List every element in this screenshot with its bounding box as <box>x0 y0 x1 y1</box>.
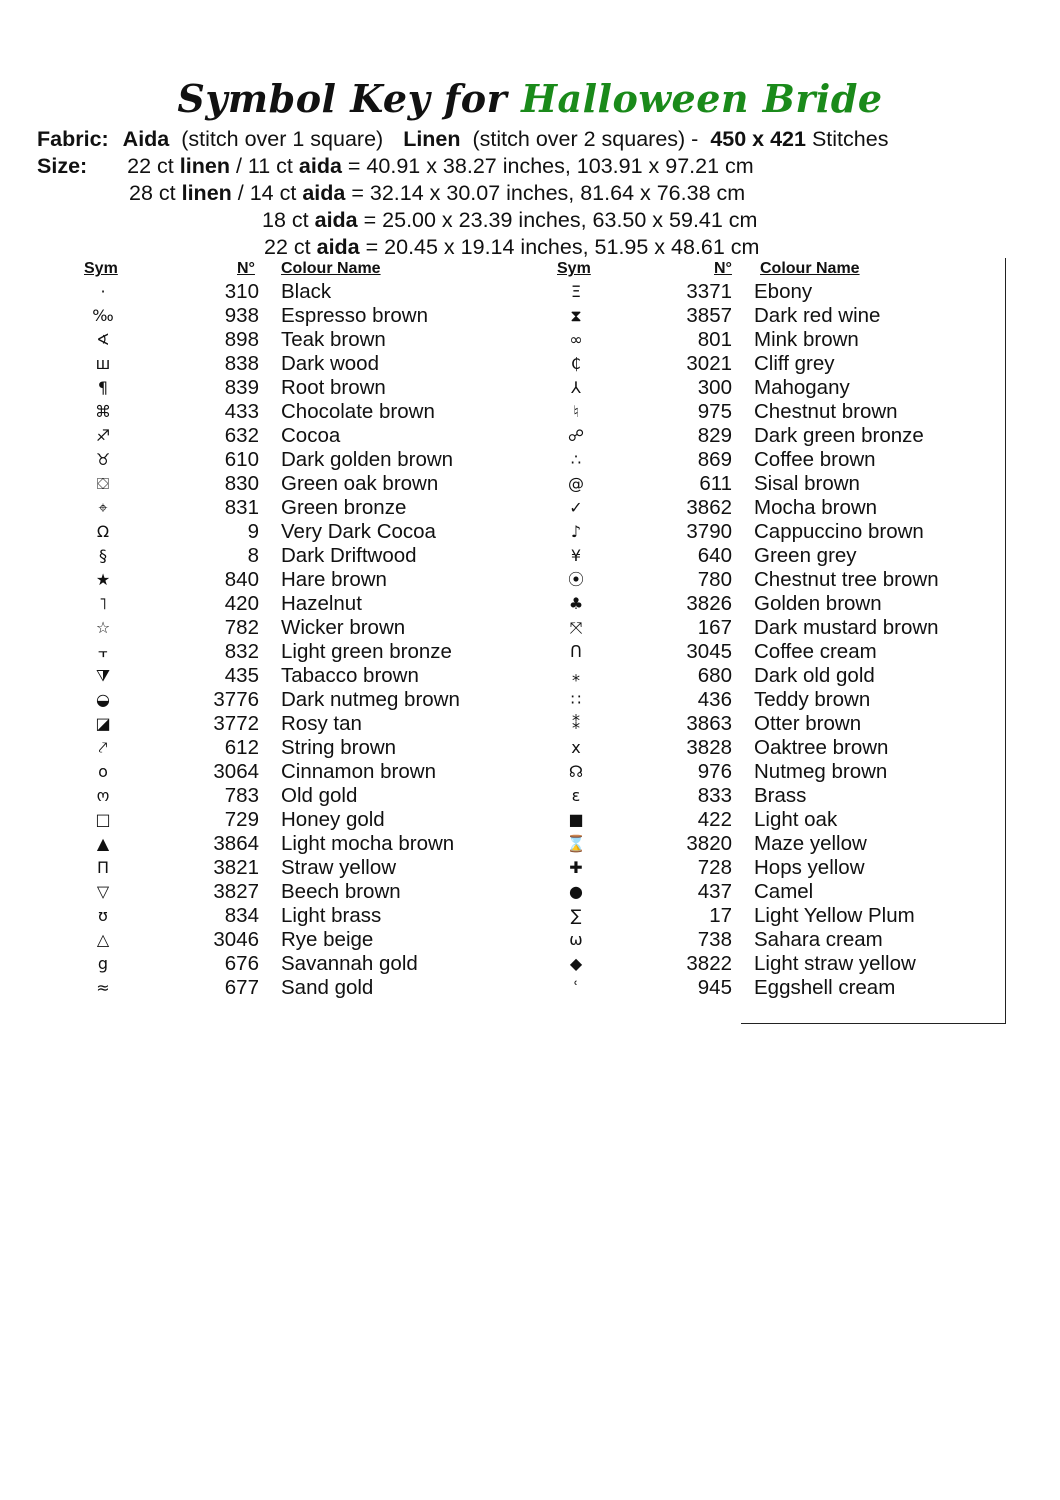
symbol-glyph: ▽ <box>96 882 110 901</box>
symbol-glyph: ˥ <box>99 594 107 613</box>
thread-number: 3064 <box>213 760 259 783</box>
colour-name: Nutmeg brown <box>754 760 888 783</box>
thread-number: 3857 <box>686 304 732 327</box>
symbol-glyph: ∞ <box>569 330 583 349</box>
colour-name: Sahara cream <box>754 928 883 951</box>
thread-number: 780 <box>697 568 732 591</box>
symbol-glyph: ✚ <box>569 858 583 877</box>
colour-name: Green oak brown <box>281 472 439 495</box>
thread-number: 839 <box>224 376 259 399</box>
colour-name: Hare brown <box>281 568 387 591</box>
fabric-line <box>37 126 888 152</box>
thread-number: 3820 <box>686 832 732 855</box>
size-fabric-linen: linen <box>181 181 232 205</box>
colour-name: Teak brown <box>281 328 386 351</box>
symbol-glyph: ♐ <box>95 426 111 445</box>
symbol-glyph: ☆ <box>95 618 111 637</box>
symbol-glyph: ▲ <box>96 834 110 853</box>
thread-number: 310 <box>224 280 259 303</box>
colour-name: Cocoa <box>281 424 341 447</box>
thread-number: 611 <box>699 472 732 495</box>
colour-name: Mahogany <box>754 376 850 399</box>
size-fabric-aida: aida <box>316 235 360 259</box>
symbol-glyph: ¥ <box>570 546 582 565</box>
size-count: 22 ct <box>264 235 311 259</box>
header-num-right: N° <box>714 260 732 277</box>
colour-name: Light Yellow Plum <box>754 904 915 927</box>
symbol-glyph: ♉ <box>95 450 111 469</box>
stitch-label: Stitches <box>811 127 889 151</box>
colour-name: Dark golden brown <box>281 448 454 471</box>
symbol-glyph: ʊ <box>98 906 108 925</box>
colour-name: Green grey <box>754 544 857 567</box>
colour-name: Chestnut tree brown <box>754 568 939 591</box>
symbol-glyph: ∑ <box>570 906 582 925</box>
colour-name: Camel <box>754 880 814 903</box>
symbol-glyph: Ξ <box>570 282 582 301</box>
thread-number: 838 <box>224 352 259 375</box>
colour-name: Brass <box>754 784 807 807</box>
symbol-glyph: □ <box>95 810 111 829</box>
thread-number: 3827 <box>213 880 259 903</box>
symbol-glyph: ⤧ <box>569 618 583 637</box>
colour-name: Hops yellow <box>754 856 865 879</box>
colour-name: Maze yellow <box>754 832 867 855</box>
colour-name: Light oak <box>754 808 838 831</box>
symbol-glyph: ⧗ <box>570 306 582 325</box>
size-fabric-aida: aida <box>302 181 346 205</box>
size-line-1 <box>37 153 754 179</box>
colour-name: Light green bronze <box>281 640 452 663</box>
colour-name: Dark green bronze <box>754 424 924 447</box>
header-name-right: Colour Name <box>760 260 860 277</box>
symbol-glyph: ⫟ <box>98 642 108 661</box>
symbol-glyph: ◆ <box>569 954 583 973</box>
thread-number: 3826 <box>686 592 732 615</box>
thread-number: 3045 <box>686 640 732 663</box>
colour-name: Straw yellow <box>281 856 397 879</box>
symbol-glyph: Π <box>96 858 110 877</box>
size-dimensions: = 40.91 x 38.27 inches, 103.91 x 97.21 cm <box>347 154 754 178</box>
thread-number: 436 <box>697 688 732 711</box>
size-dimensions: = 20.45 x 19.14 inches, 51.95 x 48.61 cm <box>365 235 760 259</box>
symbol-glyph: g <box>97 954 109 973</box>
symbol-glyph: ◒ <box>96 690 110 709</box>
thread-number: 610 <box>224 448 259 471</box>
thread-number: 640 <box>697 544 732 567</box>
colour-name: Old gold <box>281 784 358 807</box>
colour-name: Otter brown <box>754 712 862 735</box>
symbol-glyph: @ <box>568 474 584 493</box>
colour-name: Dark old gold <box>754 664 875 687</box>
thread-number: 437 <box>697 880 732 903</box>
symbol-glyph: ■ <box>568 810 584 829</box>
size-count: / 11 ct <box>235 154 293 178</box>
colour-name: Mocha brown <box>754 496 878 519</box>
fabric-aida: Aida <box>122 127 170 151</box>
thread-number: 938 <box>224 304 259 327</box>
size-label: Size: <box>37 154 88 178</box>
colour-name: Very Dark Cocoa <box>281 520 436 543</box>
colour-name: Wicker brown <box>281 616 406 639</box>
colour-name: Espresso brown <box>281 304 428 327</box>
colour-name: Light straw yellow <box>754 952 916 975</box>
thread-number: 422 <box>697 808 732 831</box>
thread-number: 801 <box>697 328 732 351</box>
symbol-glyph: o <box>98 762 108 781</box>
thread-number: 831 <box>224 496 259 519</box>
symbol-glyph: ω <box>569 930 583 949</box>
thread-number: 3862 <box>686 496 732 519</box>
thread-number: 9 <box>247 520 259 543</box>
stitch-count: 450 x 421 <box>710 127 806 151</box>
colour-name: Mink brown <box>754 328 859 351</box>
table-border-bottom <box>741 1023 1006 1024</box>
thread-number: 8 <box>247 544 259 567</box>
colour-name: Savannah gold <box>281 952 418 975</box>
symbol-glyph: x <box>571 738 581 757</box>
colour-name: Chestnut brown <box>754 400 898 423</box>
symbol-glyph: ⧩ <box>95 666 111 685</box>
symbol-glyph: ¶ <box>97 378 109 397</box>
symbol-glyph: ∢ <box>96 330 110 349</box>
size-dimensions: = 32.14 x 30.07 inches, 81.64 x 76.38 cm <box>351 181 746 205</box>
size-fabric-linen: linen <box>179 154 230 178</box>
colour-name: Ebony <box>754 280 813 303</box>
symbol-glyph: ⤤ <box>98 738 108 757</box>
colour-name: Dark wood <box>281 352 379 375</box>
symbol-glyph: Ω <box>96 522 110 541</box>
colour-name: Light mocha brown <box>281 832 455 855</box>
symbol-glyph: ⌛ <box>566 834 586 853</box>
symbol-glyph: ₵ <box>570 354 582 373</box>
symbol-glyph: ✓ <box>569 498 583 517</box>
thread-number: 830 <box>224 472 259 495</box>
size-line-4 <box>264 234 759 260</box>
thread-number: 676 <box>224 952 259 975</box>
symbol-glyph: ☍ <box>567 426 585 445</box>
size-line-2 <box>129 180 745 206</box>
fabric-aida-note: (stitch over 1 square) <box>181 127 384 151</box>
thread-number: 832 <box>224 640 259 663</box>
size-count: 22 ct <box>127 154 174 178</box>
thread-number: 3863 <box>686 712 732 735</box>
size-count: 28 ct <box>129 181 176 205</box>
title-prefix: Symbol Key for <box>177 76 508 121</box>
symbol-glyph: ★ <box>95 570 111 589</box>
colour-name: Teddy brown <box>754 688 871 711</box>
symbol-glyph: ᑎ <box>570 642 582 661</box>
colour-name: Coffee cream <box>754 640 877 663</box>
colour-name: Sand gold <box>281 976 374 999</box>
thread-number: 632 <box>224 424 259 447</box>
fabric-linen-note: (stitch over 2 squares) - <box>472 127 699 151</box>
header-name-left: Colour Name <box>281 260 381 277</box>
thread-number: 945 <box>697 976 732 999</box>
header-sym-right: Sym <box>557 260 591 277</box>
size-fabric-aida: aida <box>314 208 358 232</box>
thread-number: 728 <box>697 856 732 879</box>
symbol-glyph: ⛋ <box>96 474 110 493</box>
symbol-glyph: ♪ <box>570 522 582 541</box>
colour-name: Dark Driftwood <box>281 544 417 567</box>
thread-number: 829 <box>697 424 732 447</box>
symbol-glyph: ʿ <box>573 978 579 997</box>
colour-name: Beech brown <box>281 880 401 903</box>
thread-number: 833 <box>697 784 732 807</box>
symbol-glyph: § <box>99 546 107 565</box>
colour-name: Light brass <box>281 904 382 927</box>
page-title <box>0 76 1060 121</box>
symbol-glyph: ო <box>96 786 110 805</box>
thread-number: 3776 <box>213 688 259 711</box>
symbol-glyph: ⌘ <box>95 402 111 421</box>
thread-number: 17 <box>709 904 732 927</box>
colour-name: Root brown <box>281 376 386 399</box>
thread-number: 433 <box>224 400 259 423</box>
colour-name: Golden brown <box>754 592 882 615</box>
symbol-glyph: · <box>100 282 106 301</box>
thread-number: 300 <box>697 376 732 399</box>
colour-name: Green bronze <box>281 496 407 519</box>
colour-name: Cinnamon brown <box>281 760 436 783</box>
thread-number: 729 <box>224 808 259 831</box>
thread-number: 612 <box>224 736 259 759</box>
thread-number: 3021 <box>686 352 732 375</box>
thread-number: 783 <box>224 784 259 807</box>
colour-name: Dark red wine <box>754 304 881 327</box>
symbol-glyph: ⌖ <box>98 498 108 517</box>
thread-number: 680 <box>697 664 732 687</box>
size-dimensions: = 25.00 x 23.39 inches, 63.50 x 59.41 cm <box>363 208 758 232</box>
symbol-glyph: ‰ <box>92 306 114 325</box>
thread-number: 3828 <box>686 736 732 759</box>
thread-number: 420 <box>224 592 259 615</box>
symbol-glyph: ☊ <box>568 762 584 781</box>
thread-number: 976 <box>697 760 732 783</box>
size-line-3 <box>262 207 757 233</box>
size-count: / 14 ct <box>237 181 297 205</box>
thread-number: 782 <box>224 616 259 639</box>
colour-name: Dark nutmeg brown <box>281 688 460 711</box>
thread-number: 834 <box>224 904 259 927</box>
size-fabric-aida: aida <box>298 154 342 178</box>
thread-number: 3046 <box>213 928 259 951</box>
thread-number: 167 <box>697 616 732 639</box>
symbol-glyph: △ <box>96 930 110 949</box>
thread-number: 3371 <box>686 280 732 303</box>
symbol-glyph: ♮ <box>573 402 579 421</box>
thread-number: 3821 <box>213 856 259 879</box>
colour-name: Oaktree brown <box>754 736 889 759</box>
colour-name: Rosy tan <box>281 712 362 735</box>
symbol-glyph: ⅄ <box>571 378 581 397</box>
symbol-glyph: ⁑ <box>572 714 580 733</box>
symbol-glyph: ⦿ <box>567 570 584 589</box>
symbol-glyph: ♣ <box>568 594 584 613</box>
fabric-linen: Linen <box>403 127 461 151</box>
symbol-glyph: ● <box>569 882 583 901</box>
symbol-glyph: ∴ <box>570 450 582 469</box>
thread-number: 975 <box>697 400 732 423</box>
colour-name: Eggshell cream <box>754 976 896 999</box>
size-count: 18 ct <box>262 208 309 232</box>
colour-name: Hazelnut <box>281 592 362 615</box>
fabric-label: Fabric: <box>37 127 109 151</box>
symbol-glyph: ≈ <box>96 978 110 997</box>
symbol-glyph: ◪ <box>95 714 111 733</box>
colour-name: Rye beige <box>281 928 374 951</box>
colour-name: String brown <box>281 736 397 759</box>
symbol-glyph: ш <box>95 354 111 373</box>
symbol-glyph: ε <box>571 786 581 805</box>
table-border-right <box>1005 258 1006 1024</box>
thread-number: 435 <box>224 664 259 687</box>
symbol-glyph: ∷ <box>570 690 582 709</box>
thread-number: 3790 <box>686 520 732 543</box>
colour-name: Coffee brown <box>754 448 876 471</box>
header-num-left: N° <box>237 260 255 277</box>
colour-name: Honey gold <box>281 808 385 831</box>
symbol-glyph: ⁎ <box>572 666 580 685</box>
colour-name: Dark mustard brown <box>754 616 939 639</box>
thread-number: 898 <box>224 328 259 351</box>
colour-name: Cliff grey <box>754 352 835 375</box>
header-sym-left: Sym <box>84 260 118 277</box>
title-pattern-name: Halloween Bride <box>521 76 883 121</box>
colour-name: Black <box>281 280 332 303</box>
colour-name: Chocolate brown <box>281 400 435 423</box>
thread-number: 738 <box>697 928 732 951</box>
colour-name: Tabacco brown <box>281 664 419 687</box>
thread-number: 677 <box>224 976 259 999</box>
colour-name: Sisal brown <box>754 472 860 495</box>
thread-number: 3822 <box>686 952 732 975</box>
thread-number: 3864 <box>213 832 259 855</box>
colour-name: Cappuccino brown <box>754 520 924 543</box>
thread-number: 869 <box>697 448 732 471</box>
thread-number: 3772 <box>213 712 259 735</box>
thread-number: 840 <box>224 568 259 591</box>
